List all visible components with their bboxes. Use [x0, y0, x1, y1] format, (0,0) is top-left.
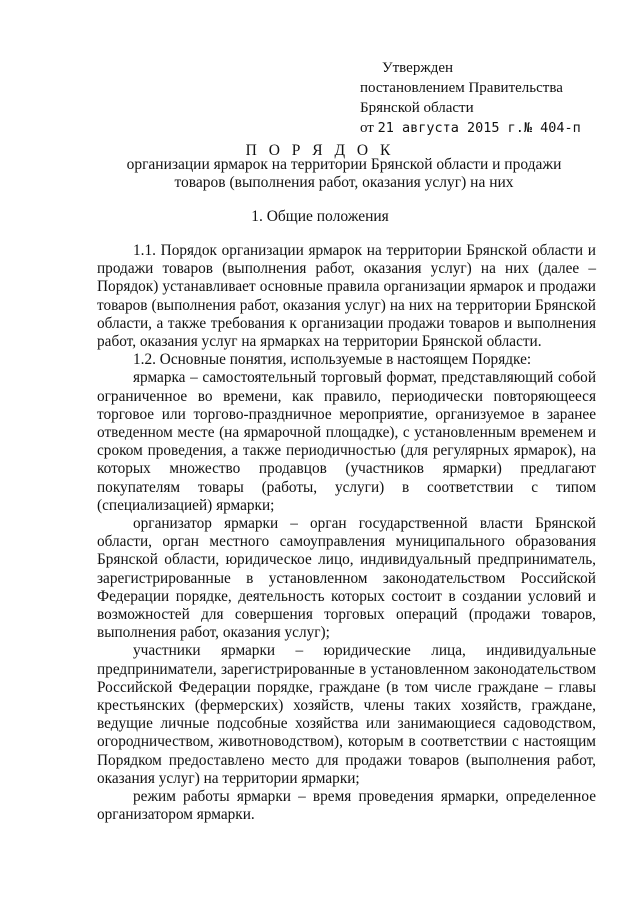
paragraph: 1.1. Порядок организации ярмарок на территории Брянской области и продажи товаров (выполнения работ, оказания услуг) на них (далее – Порядок) устанавливает основные правила организации ярмарок и продажи товаров (выполнения работ, оказания услуг) на них на территории Брянской области, а также требования к организации продажи товаров и выполнения работ, оказания услуг на ярмарках на территории Брянской области. — [97, 242, 596, 351]
document-subtitle: организации ярмарок на территории Брянской области и продажи товаров (выполнения работ, оказания услуг) на них — [126, 156, 562, 191]
approval-date-value: 21 августа 2015 г.№ 404-п — [377, 120, 581, 136]
document-title: П О Р Я Д О К — [245, 142, 395, 159]
body-text — [97, 242, 596, 825]
approval-line-resolution: постановлением Правительства — [360, 80, 563, 96]
paragraph: организатор ярмарки – орган государственной власти Брянской области, орган местного самоуправления муниципального образования Брянской области, юридическое лицо, индивидуальный предприниматель, зарегистрированные в установленном законодательством Российской Федерации порядке, деятельность которых состоит в создании условий и возможностей для совершения торговых операций (продажи товаров, выполнения работ, оказания услуг); — [97, 515, 596, 642]
approval-date-prefix: от — [360, 120, 374, 136]
approval-line-region: Брянской области — [360, 100, 474, 116]
section-heading: 1. Общие положения — [251, 208, 389, 225]
approval-stamp — [360, 58, 620, 138]
approval-line-approved: Утвержден — [382, 60, 454, 76]
paragraph: режим работы ярмарки – время проведения ярмарки, определенное организатором ярмарки. — [97, 788, 596, 824]
paragraph: 1.2. Основные понятия, используемые в настоящем Порядке: — [133, 351, 532, 369]
paragraph: участники ярмарки – юридические лица, индивидуальные предприниматели, зарегистрированные в установленном законодательством Российской Федерации порядке, граждане (в том числе граждане – главы крестьянских (фермерских) хозяйств, члены таких хозяйств, граждане, ведущие личные подсобные хозяйства или занимающиеся садоводством, огородничеством, животноводством), которым в соответствии с настоящим Порядком предоставлено место для продажи товаров (выполнения работ, оказания услуг) на территории ярмарки; — [97, 642, 596, 787]
approval-line-date — [360, 118, 620, 138]
paragraph: ярмарка – самостоятельный торговый формат, представляющий собой ограниченное во времени, как правило, периодически повторяющееся торговое или торгово-праздничное мероприятие, организуемое в заранее отведенном месте (на ярмарочной площадке), с установленным временем и сроком проведения, а также периодичностью (для регулярных ярмарок), на которых множество продавцов (участников ярмарки) предлагают покупателям товары (работы, услуги) в соответствии с типом (специализацией) ярмарки; — [97, 369, 596, 514]
